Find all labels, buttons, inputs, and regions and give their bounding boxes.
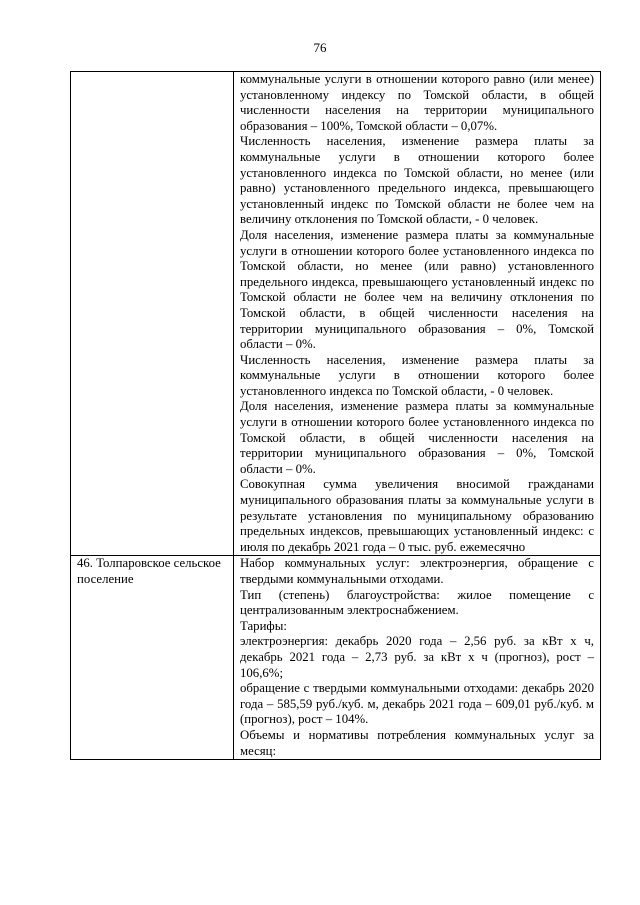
paragraph: коммунальные услуги в отношении которого равно (или менее) установленному индексу по Томской области, в общей численности населения на территории муниципального образования – 100%, Томской области – 0,07%. [240, 72, 594, 133]
description-cell [234, 72, 601, 556]
paragraph: Численность населения, изменение размера платы за коммунальные услуги в отношении которого более установленного индекса по Томской области, но менее (или равно) установленного предельного индекса, превышающего установленный индекс по Томской области не более чем на величину отклонения по Томской области, - 0 человек. [240, 134, 594, 227]
table-row [71, 556, 601, 760]
settlement-cell: 46. Толпаровское сельское поселение [71, 556, 234, 760]
paragraph: Доля населения, изменение размера платы за коммунальные услуги в отношении которого более установленного индекса по Томской области, в общей численности населения на территории муниципального образования – 0%, Томской области – 0%. [240, 399, 594, 476]
paragraph: Численность населения, изменение размера платы за коммунальные услуги в отношении которого более установленного индекса по Томской области, - 0 человек. [240, 352, 594, 398]
description-cell [234, 556, 601, 760]
paragraph: электроэнергия: декабрь 2020 года – 2,56 руб. за кВт х ч, декабрь 2021 года – 2,73 руб. за кВт х ч (прогноз), рост – 106,6%; [240, 634, 594, 680]
paragraph: обращение с твердыми коммунальными отходами: декабрь 2020 года – 585,59 руб./куб. м, декабрь 2021 года – 609,01 руб./куб. м (прогноз), рост – 104%. [240, 681, 594, 727]
paragraph: Доля населения, изменение размера платы за коммунальные услуги в отношении которого более установленного индекса по Томской области, но менее (или равно) установленного предельного индекса, превышающего установленный индекс по Томской области не более чем на величину отклонения по Томской области, в общей численности населения на территории муниципального образования – 0%, Томской области – 0%. [240, 227, 594, 352]
paragraph: Совокупная сумма увеличения вносимой гражданами муниципального образования платы за коммунальные услуги в результате установления по муниципальному образованию предельных индексов, превышающих установленный индекс: с июля по декабрь 2021 года – 0 тыс. руб. ежемесячно [240, 477, 594, 554]
paragraph: Тарифы: [240, 618, 287, 633]
paragraph: Тип (степень) благоустройства: жилое помещение с централизованным электроснабжением. [240, 587, 594, 618]
table-row [71, 72, 601, 556]
document-table [70, 71, 601, 760]
page-number: 76 [313, 40, 327, 55]
paragraph: Набор коммунальных услуг: электроэнергия, обращение с твердыми коммунальными отходами. [240, 556, 594, 586]
paragraph: Объемы и нормативы потребления коммунальных услуг за месяц: [240, 727, 594, 758]
settlement-cell [71, 72, 234, 556]
